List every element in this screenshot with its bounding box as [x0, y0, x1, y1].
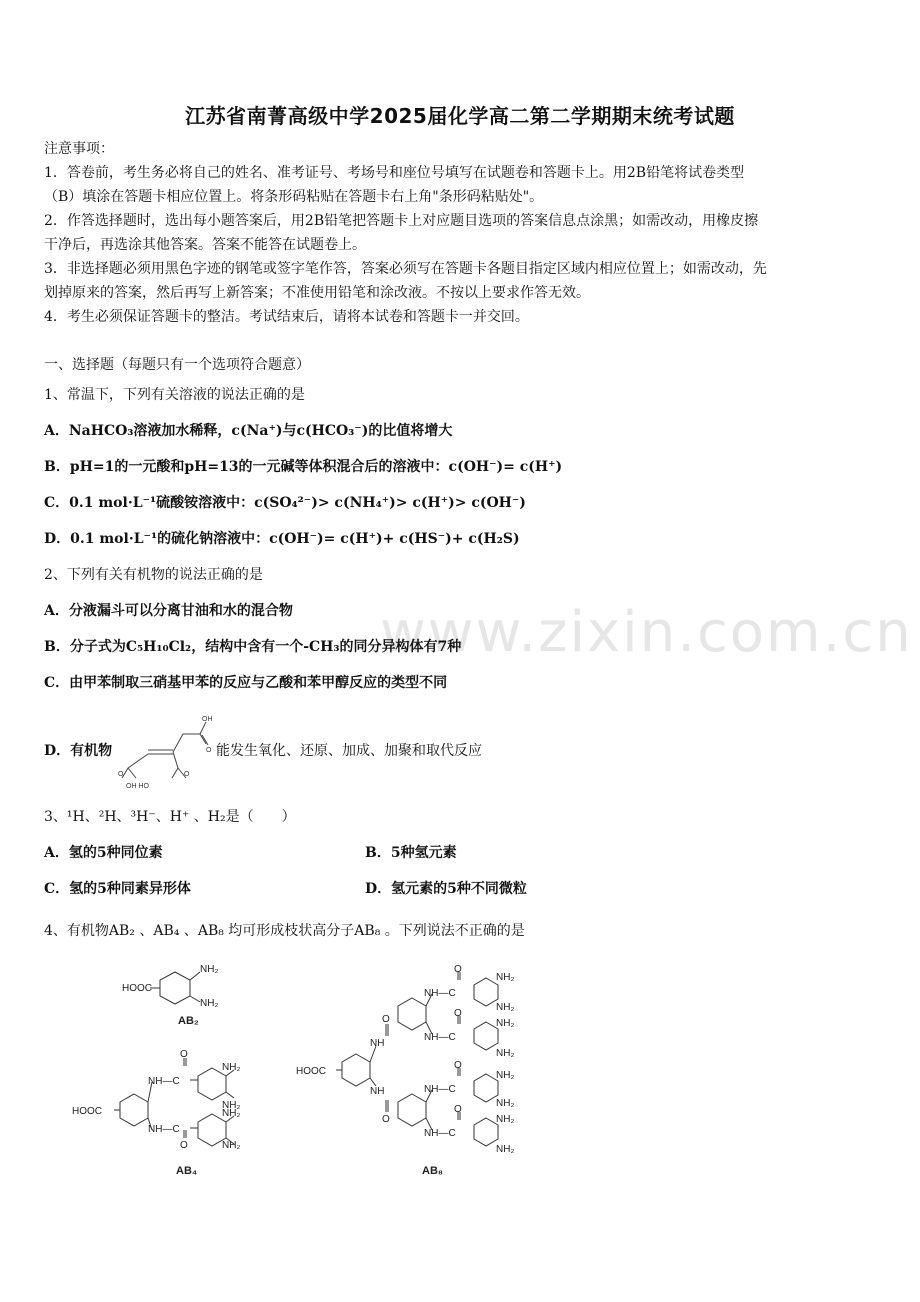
- ab8-o-4: O: [454, 1104, 462, 1115]
- page-title: 江苏省南菁高级中学2025届化学高二第二学期期末统考试题: [185, 104, 735, 128]
- notice-line-6: 划掉原来的答案，然后再写上新答案；不准使用铅笔和涂改液。不按以上要求作答无效。: [44, 285, 590, 301]
- q4-stem: 4、有机物AB₂ 、AB₄ 、AB₈ 均可形成枝状高分子AB₈ 。下列说法不正确的是: [44, 923, 525, 939]
- struct-oh-bottom: OH HO: [126, 783, 149, 790]
- ab4-nh2-3: NH₂: [222, 1108, 241, 1119]
- ab8-o-left-bottom: O: [382, 1114, 390, 1125]
- ab4-structure: [72, 1048, 262, 1188]
- q3-option-c: C．氢的5种同素异形体: [44, 881, 191, 897]
- ab8-nh2-5: NH₂: [496, 1070, 515, 1081]
- notice-line-7: 4．考生必须保证答题卡的整洁。考试结束后，请将本试卷和答题卡一并交回。: [44, 309, 529, 325]
- q3-stem: 3、¹H、²H、³H⁻、H⁺ 、H₂是（ ）: [44, 809, 296, 825]
- struct-o-top: O: [206, 747, 212, 754]
- ab8-structure: [296, 960, 536, 1180]
- ab4-label: AB₄: [176, 1165, 198, 1177]
- ab2-nh2-top: NH₂: [200, 964, 219, 975]
- ab4-nh2-2: NH₂: [222, 1100, 241, 1111]
- struct-oh-top: OH: [202, 716, 213, 723]
- q2-option-d-prefix: D．有机物: [44, 743, 113, 759]
- watermark: www.zixin.com.cn: [380, 600, 913, 665]
- ab2-label: AB₂: [178, 1015, 199, 1027]
- q2-option-c: C．由甲苯制取三硝基甲苯的反应与乙酸和苯甲醇反应的类型不同: [44, 675, 448, 691]
- ab8-label: AB₈: [422, 1165, 444, 1177]
- ab2-cooh: HOOC: [122, 983, 152, 994]
- ab8-nh2-2: NH₂: [496, 1002, 515, 1013]
- q1-stem: 1、常温下，下列有关溶液的说法正确的是: [44, 387, 305, 403]
- ab8-nh-c-3: NH—C: [424, 1084, 456, 1095]
- q2-option-b: B．分子式为C₅H₁₀Cl₂，结构中含有一个-CH₃的同分异构体有7种: [44, 639, 462, 655]
- ab8-cooh: HOOC: [296, 1066, 326, 1077]
- ab8-nh2-3: NH₂: [496, 1018, 515, 1029]
- ab8-nh-left-bottom: NH: [370, 1086, 385, 1097]
- ab8-nh-c-1: NH—C: [424, 988, 456, 999]
- notice-line-3: 2．作答选择题时，选出每小题答案后，用2B铅笔把答题卡上对应题目选项的答案信息点涂黑；如需改动，用橡皮擦: [44, 213, 759, 229]
- q1-option-c: C．0.1 mol·L⁻¹硫酸铵溶液中：c(SO₄²⁻)> c(NH₄⁺)> c(H⁺)> c(OH⁻): [44, 495, 526, 511]
- ab8-nh-c-2: NH—C: [424, 1032, 456, 1043]
- ab4-cooh: HOOC: [72, 1106, 102, 1117]
- notice-line-5: 3．非选择题必须用黑色字迹的钢笔或签字笔作答，答案必须写在答题卡各题目指定区域内相应位置上；如需改动，先: [44, 261, 767, 277]
- ab2-nh2-bottom: NH₂: [200, 998, 219, 1009]
- q2-stem: 2、下列有关有机物的说法正确的是: [44, 567, 263, 583]
- notice-line-2: （B）填涂在答题卡相应位置上。将条形码粘贴在答题卡右上角"条形码粘贴处"。: [44, 189, 544, 205]
- q3-option-d: D．氢元素的5种不同微粒: [365, 881, 527, 897]
- ab8-nh2-7: NH₂: [496, 1114, 515, 1125]
- q2-option-d-suffix: 能发生氧化、还原、加成、加聚和取代反应: [216, 743, 482, 759]
- q1-option-b: B．pH=1的一元酸和pH=13的一元碱等体积混合后的溶液中：c(OH⁻)= c(H⁺): [44, 459, 563, 475]
- struct-o-right: O: [184, 771, 190, 778]
- ab8-nh2-6: NH₂: [496, 1098, 515, 1109]
- ab4-o-bottom: O: [180, 1140, 188, 1151]
- q1-option-a: A．NaHCO₃溶液加水稀释，c(Na⁺)与c(HCO₃⁻)的比值将增大: [44, 423, 453, 439]
- q2-option-d-structure: [118, 712, 218, 794]
- ab2-structure: [120, 958, 230, 1030]
- ab4-o-top: O: [180, 1049, 188, 1060]
- ab4-nh2-4: NH₂: [222, 1140, 241, 1151]
- ab4-nh-c-top: NH—C: [148, 1076, 180, 1087]
- ab8-o-left-top: O: [382, 1014, 390, 1025]
- ab4-nh2-1: NH₂: [222, 1062, 241, 1073]
- ab8-nh-c-4: NH—C: [424, 1128, 456, 1139]
- notice-line-1: 1．答卷前，考生务必将自己的姓名、准考证号、考场号和座位号填写在试题卷和答题卡上。用2B铅笔将试卷类型: [44, 165, 745, 181]
- ab8-o-3: O: [454, 1060, 462, 1071]
- q3-option-b: B．5种氢元素: [365, 845, 457, 861]
- section-heading: 一、选择题（每题只有一个选项符合题意）: [44, 357, 310, 373]
- ab8-nh2-8: NH₂: [496, 1144, 515, 1155]
- q2-option-a: A．分液漏斗可以分离甘油和水的混合物: [44, 603, 293, 619]
- ab8-o-1: O: [454, 964, 462, 975]
- notice-heading: 注意事项：: [44, 141, 114, 157]
- struct-o-left: O: [118, 771, 124, 778]
- ab8-nh-left-top: NH: [370, 1038, 385, 1049]
- ab8-nh2-1: NH₂: [496, 972, 515, 983]
- notice-line-4: 干净后，再选涂其他答案。答案不能答在试题卷上。: [44, 237, 366, 253]
- ab8-nh2-4: NH₂: [496, 1048, 515, 1059]
- ab8-o-2: O: [454, 1008, 462, 1019]
- q1-option-d: D．0.1 mol·L⁻¹的硫化钠溶液中：c(OH⁻)= c(H⁺)+ c(HS⁻)+ c(H₂S): [44, 531, 520, 547]
- q3-option-a: A．氢的5种同位素: [44, 845, 163, 861]
- ab4-nh-c-bottom: NH—C: [148, 1124, 180, 1135]
